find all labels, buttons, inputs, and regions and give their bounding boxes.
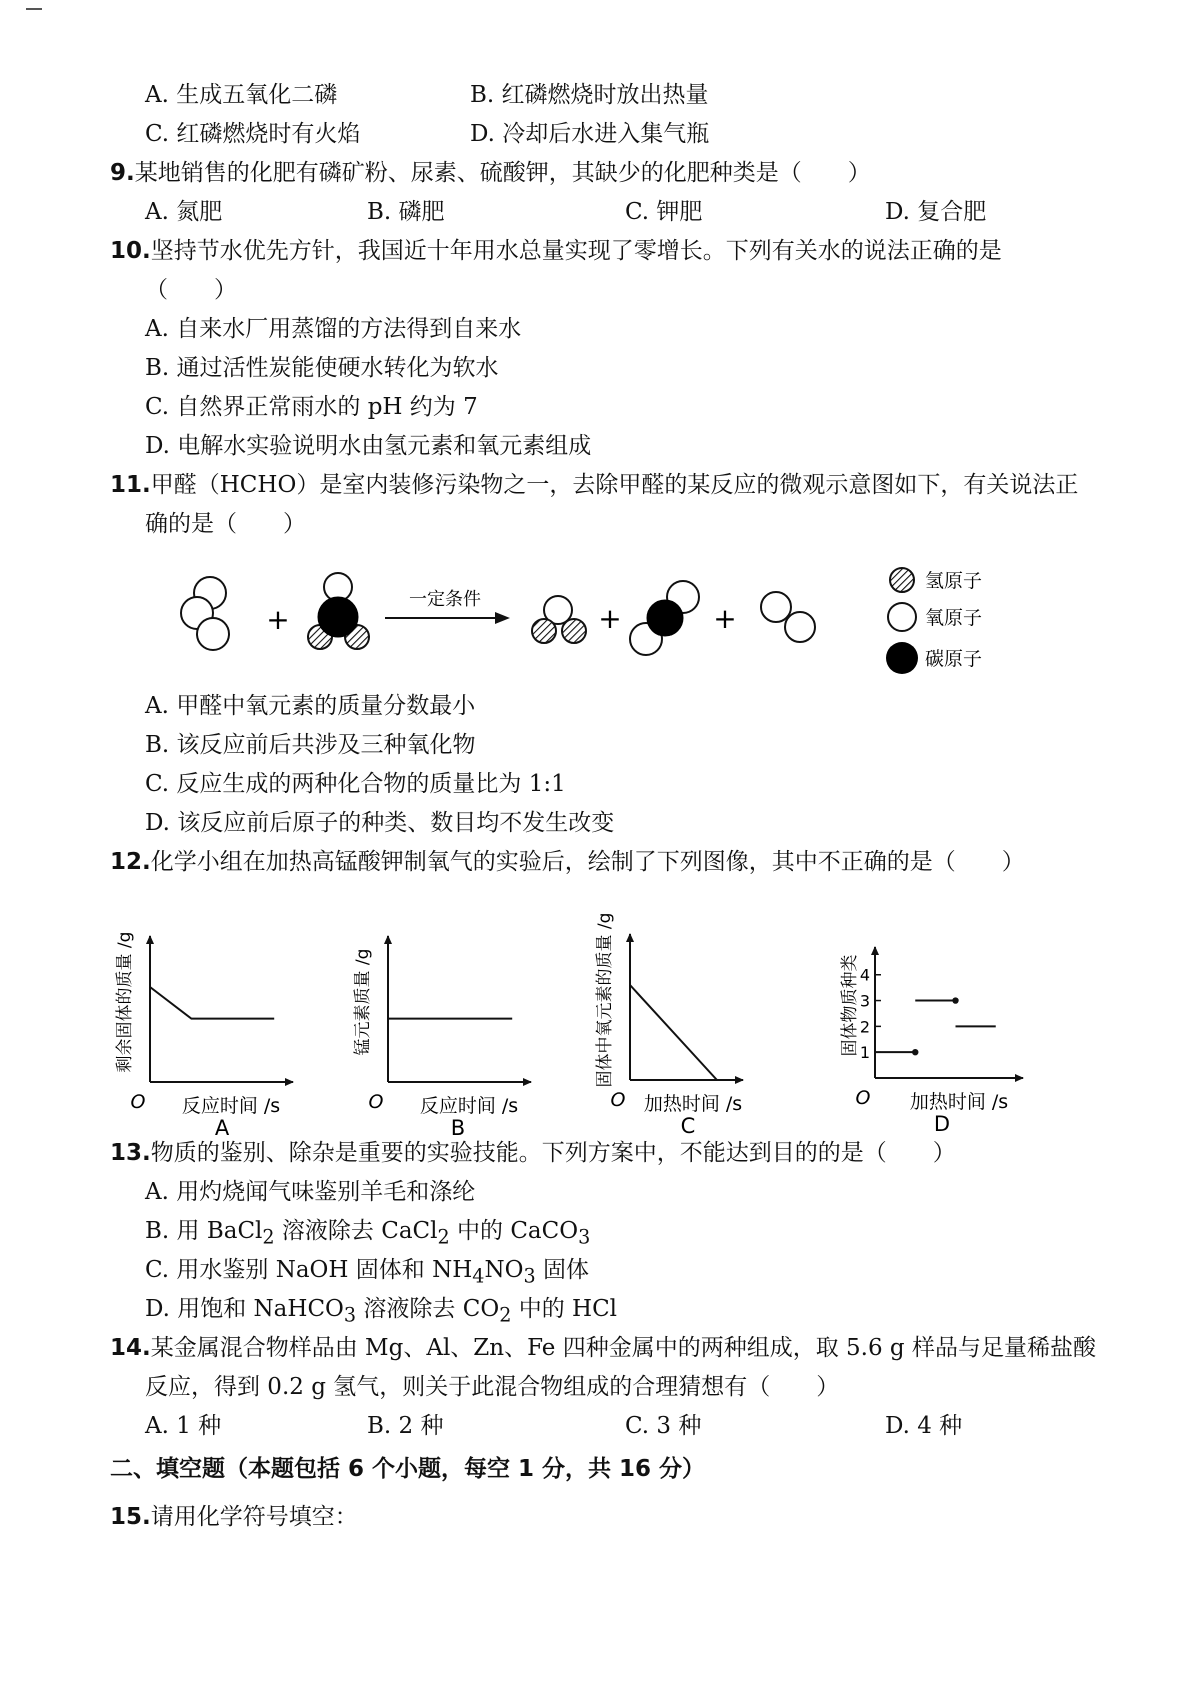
origin-label: O: [855, 1087, 871, 1109]
question-stem-line2: 确的是（ ）: [145, 511, 306, 537]
question-stem: 请用化学符号填空：: [150, 1504, 358, 1530]
reaction-arrow: [385, 612, 510, 624]
legend-hydrogen: 氢原子: [925, 570, 983, 592]
x-axis-label: 反应时间 /s: [181, 1095, 281, 1117]
q13-option-b: B. 用 BaCl$_2$ 溶液除去 CaCl$_2$ 中的 CaCO$_3$: [145, 1218, 591, 1249]
oxygen-molecule-reactant: [181, 577, 229, 650]
question-stem: 化学小组在加热高锰酸钾制氧气的实验后，绘制了下列图像，其中不正确的是（ ）: [150, 849, 1025, 875]
q11-option-d: D. 该反应前后原子的种类、数目均不发生改变: [145, 810, 615, 836]
origin-label: O: [130, 1091, 146, 1113]
question-number: 14.: [110, 1335, 151, 1361]
data-line: [150, 987, 274, 1019]
question-stem-line2: 反应，得到 0.2 g 氢气，则关于此混合物组成的合理猜想有（ ）: [145, 1374, 840, 1400]
q14-option-a: A. 1 种: [145, 1413, 222, 1439]
legend-carbon: 碳原子: [925, 648, 983, 670]
q10-option-b: B. 通过活性炭能使硬水转化为软水: [145, 355, 499, 381]
carbon-atom-icon: [886, 642, 918, 674]
question-stem-line1: 某金属混合物样品由 Mg、Al、Zn、Fe 四种金属中的两种组成，取 5.6 g 样品与足量稀盐酸: [150, 1335, 1096, 1361]
q12-graphs: [0, 890, 1200, 1135]
plus-sign: +: [713, 602, 737, 635]
q8-option-d: D. 冷却后水进入集气瓶: [470, 121, 710, 147]
question-9: [110, 160, 871, 188]
question-number: 12.: [110, 849, 151, 875]
plus-sign: +: [598, 602, 622, 635]
y-axis-label: 固体物质种类: [840, 954, 860, 1057]
y-axis-label: 锰元素质量 /g: [353, 948, 373, 1056]
y-tick-label: 4: [859, 965, 871, 985]
question-stem: 物质的鉴别、除杂是重要的实验技能。下列方案中，不能达到目的的是（ ）: [150, 1140, 956, 1166]
q11-option-a: A. 甲醛中氧元素的质量分数最小: [145, 693, 476, 719]
question-number: 10.: [110, 238, 151, 264]
question-number: 9.: [110, 160, 135, 186]
formaldehyde-molecule: [308, 573, 369, 649]
data-point: [912, 1049, 918, 1055]
legend-oxygen: 氧原子: [925, 607, 983, 629]
q11-option-b: B. 该反应前后共涉及三种氧化物: [145, 732, 476, 758]
q13-option-a: A. 用灼烧闻气味鉴别羊毛和涤纶: [145, 1179, 476, 1205]
x-axis-label: 加热时间 /s: [909, 1091, 1009, 1113]
question-stem-line1: 坚持节水优先方针，我国近十年用水总量实现了零增长。下列有关水的说法正确的是: [150, 238, 1002, 264]
question-15: [110, 1504, 358, 1532]
q10-option-a: A. 自来水厂用蒸馏的方法得到自来水: [145, 316, 522, 342]
question-13: [110, 1140, 956, 1168]
q13-option-d: D. 用饱和 NaHCO$_3$ 溶液除去 $CO_2$ 中的 HCl: [145, 1296, 618, 1327]
q14-option-d: D. 4 种: [885, 1413, 963, 1439]
y-axis-label: 固体中氧元素的质量 /g: [595, 912, 615, 1088]
question-14: [110, 1335, 1096, 1363]
x-axis-label: 加热时间 /s: [643, 1093, 743, 1115]
scan-mark: [26, 8, 42, 10]
y-tick-label: 2: [859, 1017, 871, 1037]
question-stem-line1: 甲醛（HCHO）是室内装修污染物之一，去除甲醛的某反应的微观示意图如下，有关说法正: [150, 472, 1079, 498]
q8-option-c: C. 红磷燃烧时有火焰: [145, 121, 361, 147]
q9-option-c: C. 钾肥: [625, 199, 703, 225]
q13-option-c: C. 用水鉴别 NaOH 固体和 $NH_4NO_3$ 固体: [145, 1257, 589, 1288]
atom-legend: [886, 568, 982, 674]
question-12: [110, 849, 1025, 877]
q10-option-c: C. 自然界正常雨水的 pH 约为 7: [145, 394, 478, 420]
question-10: [110, 238, 1002, 266]
water-molecule: [532, 596, 586, 643]
plus-sign: +: [266, 603, 290, 636]
graph-label: C: [680, 1114, 696, 1135]
q14-option-c: C. 3 种: [625, 1413, 702, 1439]
question-number: 15.: [110, 1504, 151, 1530]
q8-option-a: A. 生成五氧化二磷: [145, 82, 338, 108]
section-heading: 二、填空题（本题包括 6 个小题，每空 1 分，共 16 分）: [110, 1456, 706, 1482]
origin-label: O: [368, 1091, 384, 1113]
x-axis-label: 反应时间 /s: [419, 1095, 519, 1117]
q8-option-b: B. 红磷燃烧时放出热量: [470, 82, 709, 108]
y-axis-label: 剩余固体的质量 /g: [115, 931, 135, 1073]
y-tick-label: 3: [859, 991, 871, 1011]
reaction-condition: 一定条件: [409, 589, 481, 610]
q9-option-b: B. 磷肥: [367, 199, 445, 225]
question-number: 13.: [110, 1140, 151, 1166]
data-point: [952, 997, 958, 1003]
reaction-diagram: [180, 555, 1030, 685]
oxygen-molecule-product: [761, 592, 815, 642]
q9-option-a: A. 氮肥: [145, 199, 223, 225]
question-stem-line2: （ ）: [145, 277, 237, 303]
question-stem: 某地销售的化肥有磷矿粉、尿素、硫酸钾，其缺少的化肥种类是（ ）: [134, 160, 871, 186]
graph-label: B: [450, 1116, 466, 1135]
graph-label: D: [933, 1112, 951, 1135]
oxygen-atom-icon: [888, 603, 916, 631]
q9-option-d: D. 复合肥: [885, 199, 987, 225]
q11-option-c: C. 反应生成的两种化合物的质量比为 1:1: [145, 771, 566, 797]
carbon-dioxide-molecule: [630, 581, 699, 655]
data-line: [630, 985, 717, 1080]
origin-label: O: [610, 1089, 626, 1111]
y-tick-label: 1: [859, 1043, 871, 1063]
graph-label: A: [214, 1116, 230, 1135]
q10-option-d: D. 电解水实验说明水由氢元素和氧元素组成: [145, 433, 592, 459]
hydrogen-atom-icon: [890, 568, 914, 592]
question-11: [110, 472, 1078, 500]
q14-option-b: B. 2 种: [367, 1413, 444, 1439]
question-number: 11.: [110, 472, 151, 498]
